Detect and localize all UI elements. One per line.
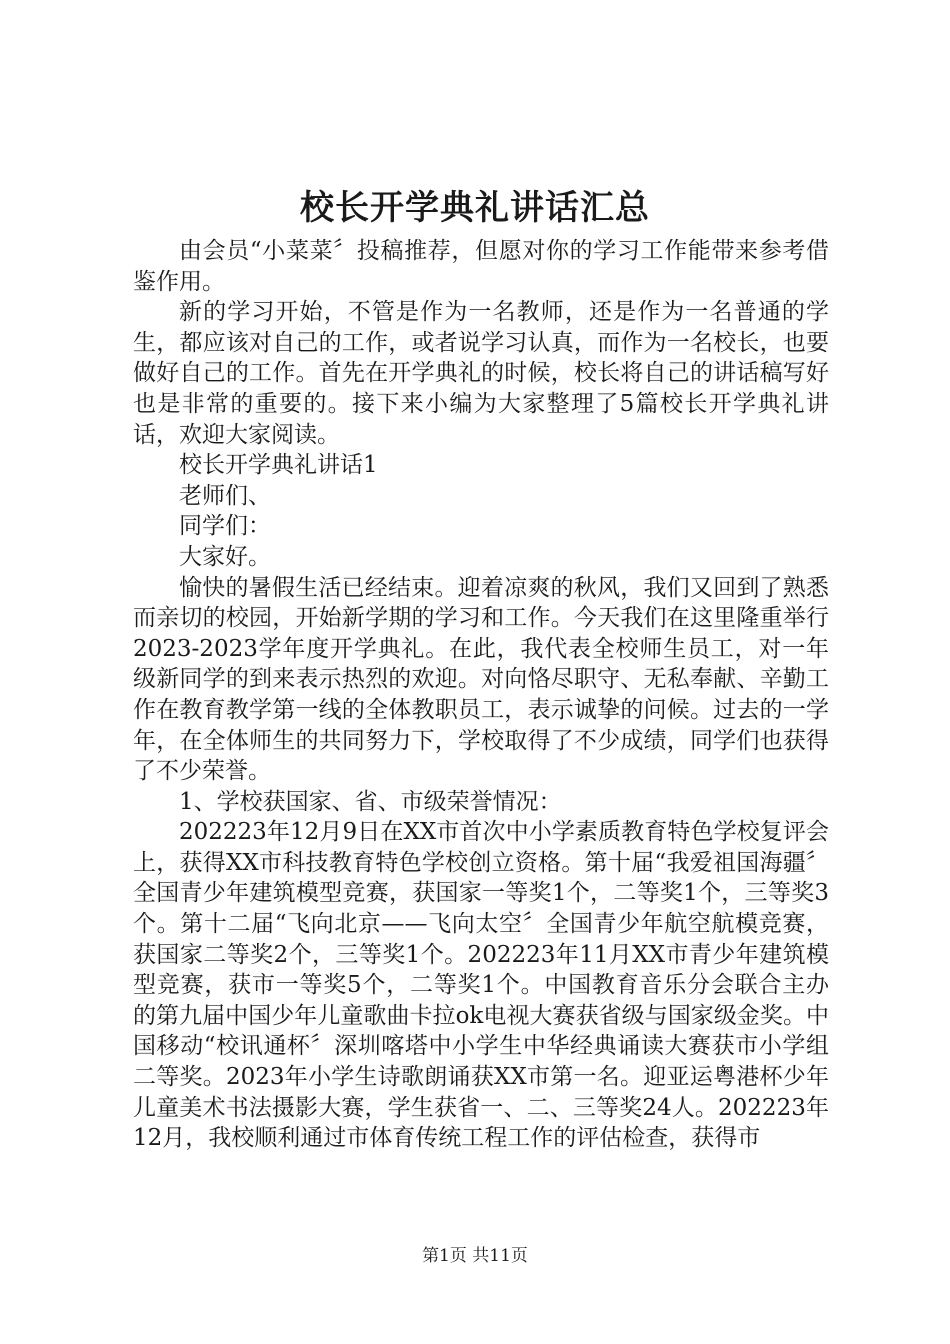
greeting: 大家好。 — [179, 543, 271, 570]
document-title: 校长开学典礼讲话汇总 — [300, 188, 650, 228]
subsection-heading: 1、学校获国家、省、市级荣誉情况： — [179, 788, 562, 815]
section-heading: 校长开学典礼讲话1 — [179, 452, 378, 479]
paragraph-opening: 愉快的暑假生活已经结束。迎着凉爽的秋风，我们又回到了熟悉而亲切的校园，开始新学期的学习和工作。今天我们在这里隆重举行2023-2023学年度开学典礼。在此，我代表全校师生员工，对一年级新同学的到来表示热烈的欢迎。对向恪尽职守、无私奉献、辛勤工作在教育教学第一线的全体教职员工，表示诚挚的问候。过去的一学年，在全体师生的共同努力下，学校取得了不少成绩，同学们也获得了不少荣誉。 — [133, 574, 829, 785]
salutation-teachers: 老师们、 — [179, 482, 271, 509]
paragraph-intro: 由会员“小菜菜〞投稿推荐，但愿对你的学习工作能带来参考借鉴作用。 — [133, 238, 829, 295]
document-body — [133, 236, 829, 1154]
paragraph-preface: 新的学习开始，不管是作为一名教师，还是作为一名普通的学生，都应该对自己的工作，或者说学习认真，而作为一名校长，也要做好自己的工作。首先在开学典礼的时候，校长将自己的讲话稿写好也是非常的重要的。接下来小编为大家整理了5篇校长开学典礼讲话，欢迎大家阅读。 — [133, 299, 829, 448]
page-number-footer: 第1页 共11页 — [422, 1246, 528, 1266]
paragraph-honors: 202223年12月9日在XX市首次中小学素质教育特色学校复评会上，获得XX市科技教育特色学校创立资格。第十届“我爱祖国海疆〞全国青少年建筑模型竞赛，获国家一等奖1个，二等奖1个，三等奖3个。第十二届“飞向北京——飞向太空〞全国青少年航空航模竞赛，获国家二等奖2个，三等奖1个。202223年11月XX市青少年建筑模型竞赛，获市一等奖5个，二等奖1个。中国教育音乐分会联合主办的第九届中国少年儿童歌曲卡拉ok电视大赛获省级与国家级金奖。中国移动“校讯通杯〞深圳喀塔中小学生中华经典诵读大赛获市小学组二等奖。2023年小学生诗歌朗诵获XX市第一名。迎亚运粤港杯少年儿童美术书法摄影大赛，学生获省一、二、三等奖24人。202223年12月，我校顺利通过市体育传统工程工作的评估检查，获得市 — [133, 819, 829, 1152]
salutation-students: 同学们： — [179, 513, 271, 540]
